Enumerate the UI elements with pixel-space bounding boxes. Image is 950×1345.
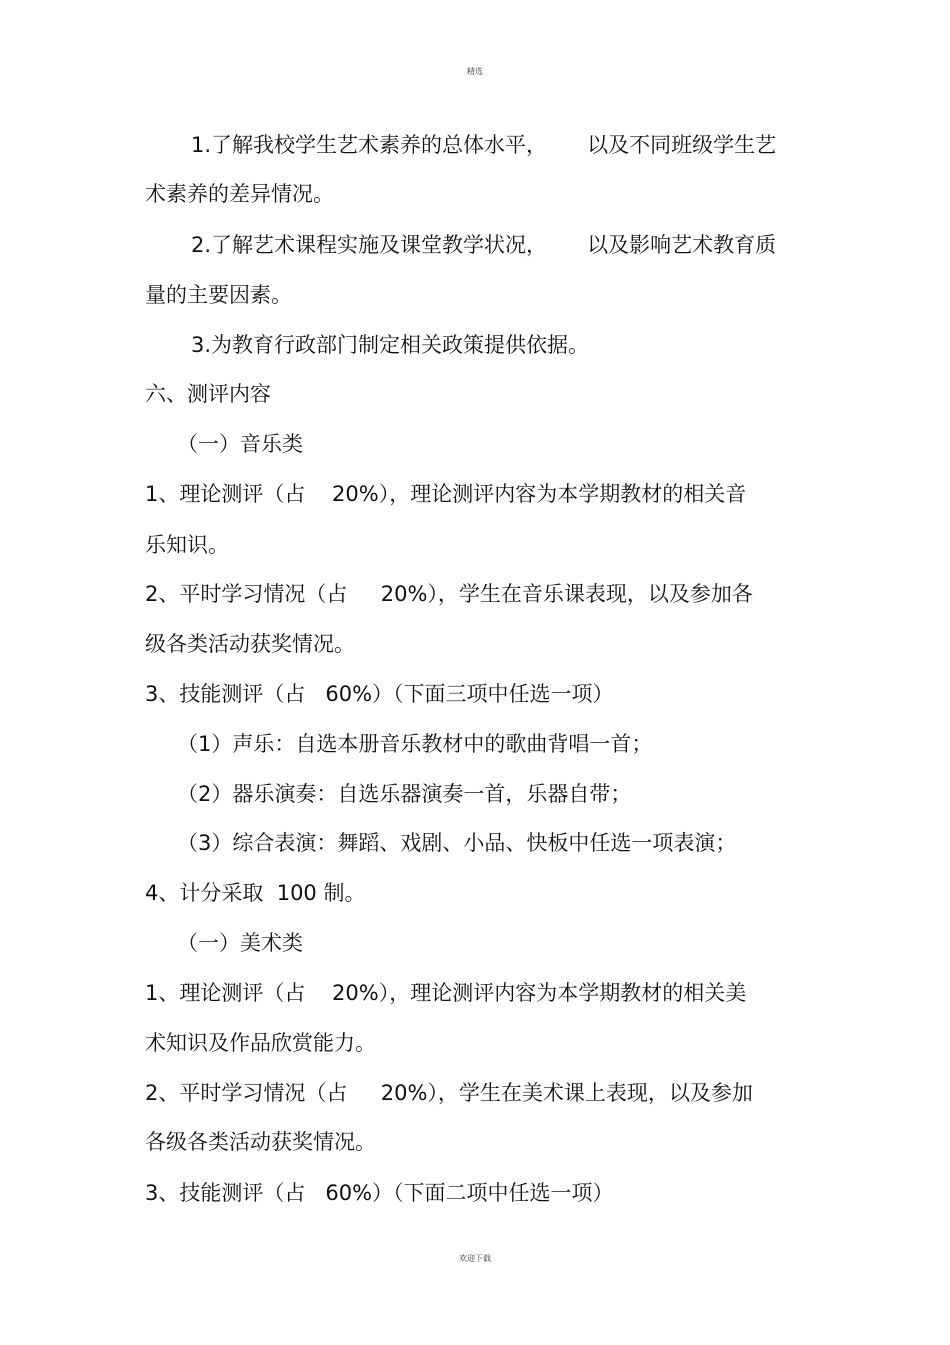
paragraph-line: 术知识及作品欣赏能力。 [145,1031,376,1055]
paragraph-line: 各级各类活动获奖情况。 [145,1130,376,1154]
section-heading: 六、测评内容 [145,382,271,406]
paragraph-line: 3.为教育行政部门制定相关政策提供依据。 [191,333,590,357]
paragraph-line: 1.了解我校学生艺术素养的总体水平， 以及不同班级学生艺 [191,133,777,157]
paragraph-line: 术素养的差异情况。 [145,182,334,206]
paragraph-line: 量的主要因素。 [145,283,292,307]
list-item: （3）综合表演：舞蹈、戏剧、小品、快板中任选一项表演； [177,831,737,855]
paragraph-line: 1、理论测评（占 20%），理论测评内容为本学期教材的相关美 [145,981,747,1005]
subsection-heading: （一）美术类 [177,931,303,955]
paragraph-line: 乐知识。 [145,533,229,557]
paragraph-line: 4、计分采取 100 制。 [145,881,366,905]
paragraph-line: 2、平时学习情况（占 20%），学生在美术课上表现，以及参加 [145,1081,753,1105]
paragraph-line: 3、技能测评（占 60%）（下面三项中任选一项） [145,682,614,706]
list-item: （1）声乐：自选本册音乐教材中的歌曲背唱一首； [177,732,653,756]
paragraph-line: 1、理论测评（占 20%），理论测评内容为本学期教材的相关音 [145,482,747,506]
paragraph-line: 3、技能测评（占 60%）（下面二项中任选一项） [145,1181,614,1205]
page-footer: 欢迎下载 [459,1254,491,1263]
paragraph-line: 级各类活动获奖情况。 [145,632,355,656]
subsection-heading: （一）音乐类 [177,432,303,456]
paragraph-line: 2.了解艺术课程实施及课堂教学状况， 以及影响艺术教育质 [191,233,777,257]
paragraph-line: 2、平时学习情况（占 20%），学生在音乐课表现，以及参加各 [145,582,753,606]
list-item: （2）器乐演奏：自选乐器演奏一首，乐器自带； [177,782,632,806]
page-header: 精选 [467,67,483,76]
